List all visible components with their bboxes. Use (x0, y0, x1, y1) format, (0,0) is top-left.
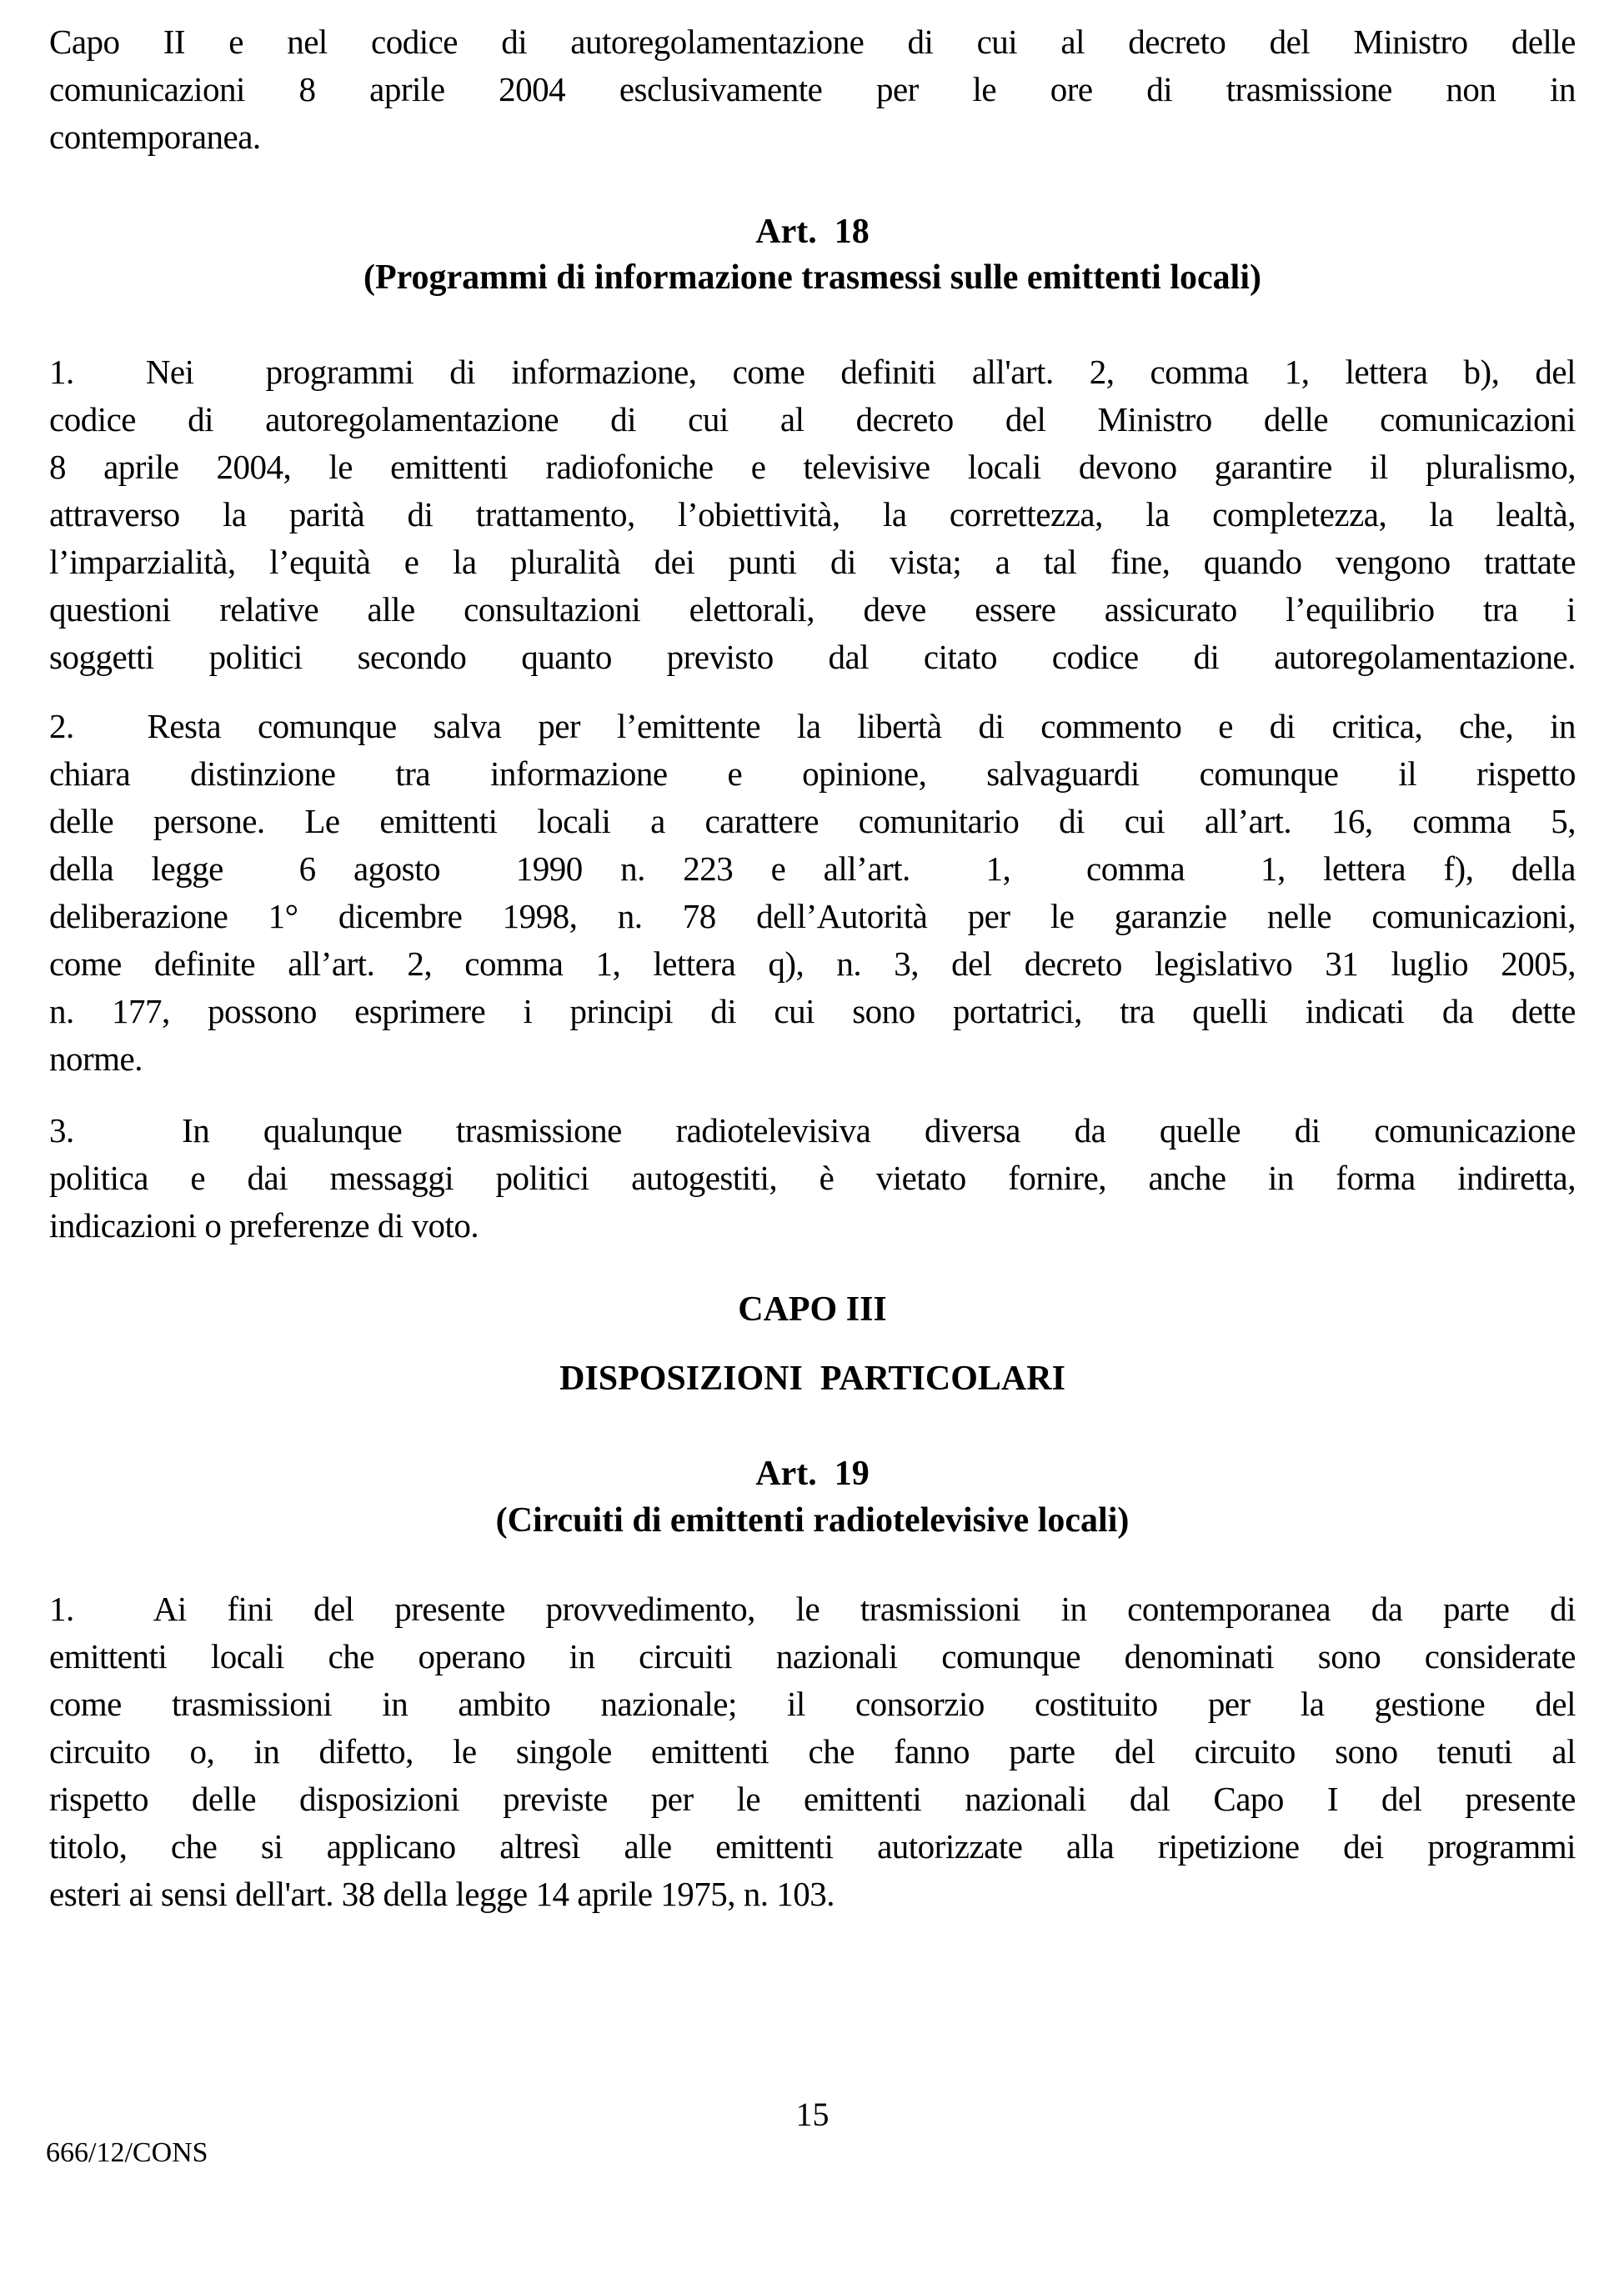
text-line: come trasmissioni in ambito nazionale; il consorzio costituito per la gestione del (49, 1685, 1576, 1723)
text-line: 8 aprile 2004, le emittenti radiofoniche e televisive locali devono garantire il pluralismo, (49, 448, 1576, 486)
text-line: esteri ai sensi dell'art. 38 della legge 14 aprile 1975, n. 103. (49, 1875, 835, 1913)
capo-3-number: CAPO III (738, 1290, 887, 1329)
article-18-paragraph-2 (49, 703, 1576, 1083)
text-line: soggetti politici secondo quanto previsto dal citato codice di autoregolamentazione. (49, 638, 1576, 676)
text-line: rispetto delle disposizioni previste per le emittenti nazionali dal Capo I del presente (49, 1780, 1576, 1818)
text-line: delle persone. Le emittenti locali a carattere comunitario di cui all’art. 16, comma 5, (49, 802, 1576, 840)
page-number: 15 (795, 2096, 830, 2133)
article-18-paragraph-1 (49, 348, 1576, 681)
article-19-title: (Circuiti di emittenti radiotelevisive locali) (495, 1501, 1130, 1540)
text-line: 1. Nei programmi di informazione, come definiti all'art. 2, comma 1, lettera b), del (49, 353, 1576, 391)
article-18-number: Art. 18 (755, 213, 870, 251)
text-line: codice di autoregolamentazione di cui al decreto del Ministro delle comunicazioni (49, 400, 1576, 438)
text-line: 1. Ai fini del presente provvedimento, le trasmissioni in contemporanea da parte di (49, 1590, 1576, 1628)
text-line: titolo, che si applicano altresì alle emittenti autorizzate alla ripetizione dei programmi (49, 1827, 1576, 1866)
article-19-number: Art. 19 (755, 1455, 870, 1493)
text-line: emittenti locali che operano in circuiti nazionali comunque denominati sono considerate (49, 1637, 1576, 1675)
text-line: norme. (49, 1039, 143, 1078)
text-line: contemporanea. (49, 118, 261, 156)
text-line: circuito o, in difetto, le singole emittenti che fanno parte del circuito sono tenuti al (49, 1732, 1576, 1771)
document-reference: 666/12/CONS (46, 2137, 208, 2168)
text-line: comunicazioni 8 aprile 2004 esclusivamente per le ore di trasmissione non in (49, 70, 1576, 108)
text-line: 3. In qualunque trasmissione radiotelevisiva diversa da quelle di comunicazione (49, 1111, 1576, 1150)
text-line: n. 177, possono esprimere i principi di cui sono portatrici, tra quelli indicati da dette (49, 992, 1576, 1030)
capo-3-title: DISPOSIZIONI PARTICOLARI (559, 1360, 1065, 1398)
article-18-title: (Programmi di informazione trasmessi sulle emittenti locali) (363, 258, 1261, 297)
text-line: chiara distinzione tra informazione e opinione, salvaguardi comunque il rispetto (49, 754, 1576, 793)
text-line: politica e dai messaggi politici autogestiti, è vietato fornire, anche in forma indiretta, (49, 1159, 1576, 1197)
paragraph-capo2-continuation (49, 18, 1576, 161)
article-19-paragraph-1 (49, 1585, 1576, 1918)
text-line: Capo II e nel codice di autoregolamentazione di cui al decreto del Ministro delle (49, 23, 1576, 61)
text-line: attraverso la parità di trattamento, l’obiettività, la correttezza, la completezza, la lealtà, (49, 495, 1576, 533)
text-line: l’imparzialità, l’equità e la pluralità dei punti di vista; a tal fine, quando vengono trattate (49, 543, 1576, 581)
text-line: questioni relative alle consultazioni elettorali, deve essere assicurato l’equilibrio tra i (49, 590, 1576, 629)
text-line: 2. Resta comunque salva per l’emittente la libertà di commento e di critica, che, in (49, 707, 1576, 745)
text-line: indicazioni o preferenze di voto. (49, 1206, 479, 1245)
text-line: come definite all’art. 2, comma 1, lettera q), n. 3, del decreto legislativo 31 luglio 2005, (49, 944, 1576, 983)
text-line: della legge 6 agosto 1990 n. 223 e all’art. 1, comma 1, lettera f), della (49, 849, 1576, 888)
text-line: deliberazione 1° dicembre 1998, n. 78 dell’Autorità per le garanzie nelle comunicazioni, (49, 897, 1576, 935)
article-18-paragraph-3 (49, 1107, 1576, 1250)
